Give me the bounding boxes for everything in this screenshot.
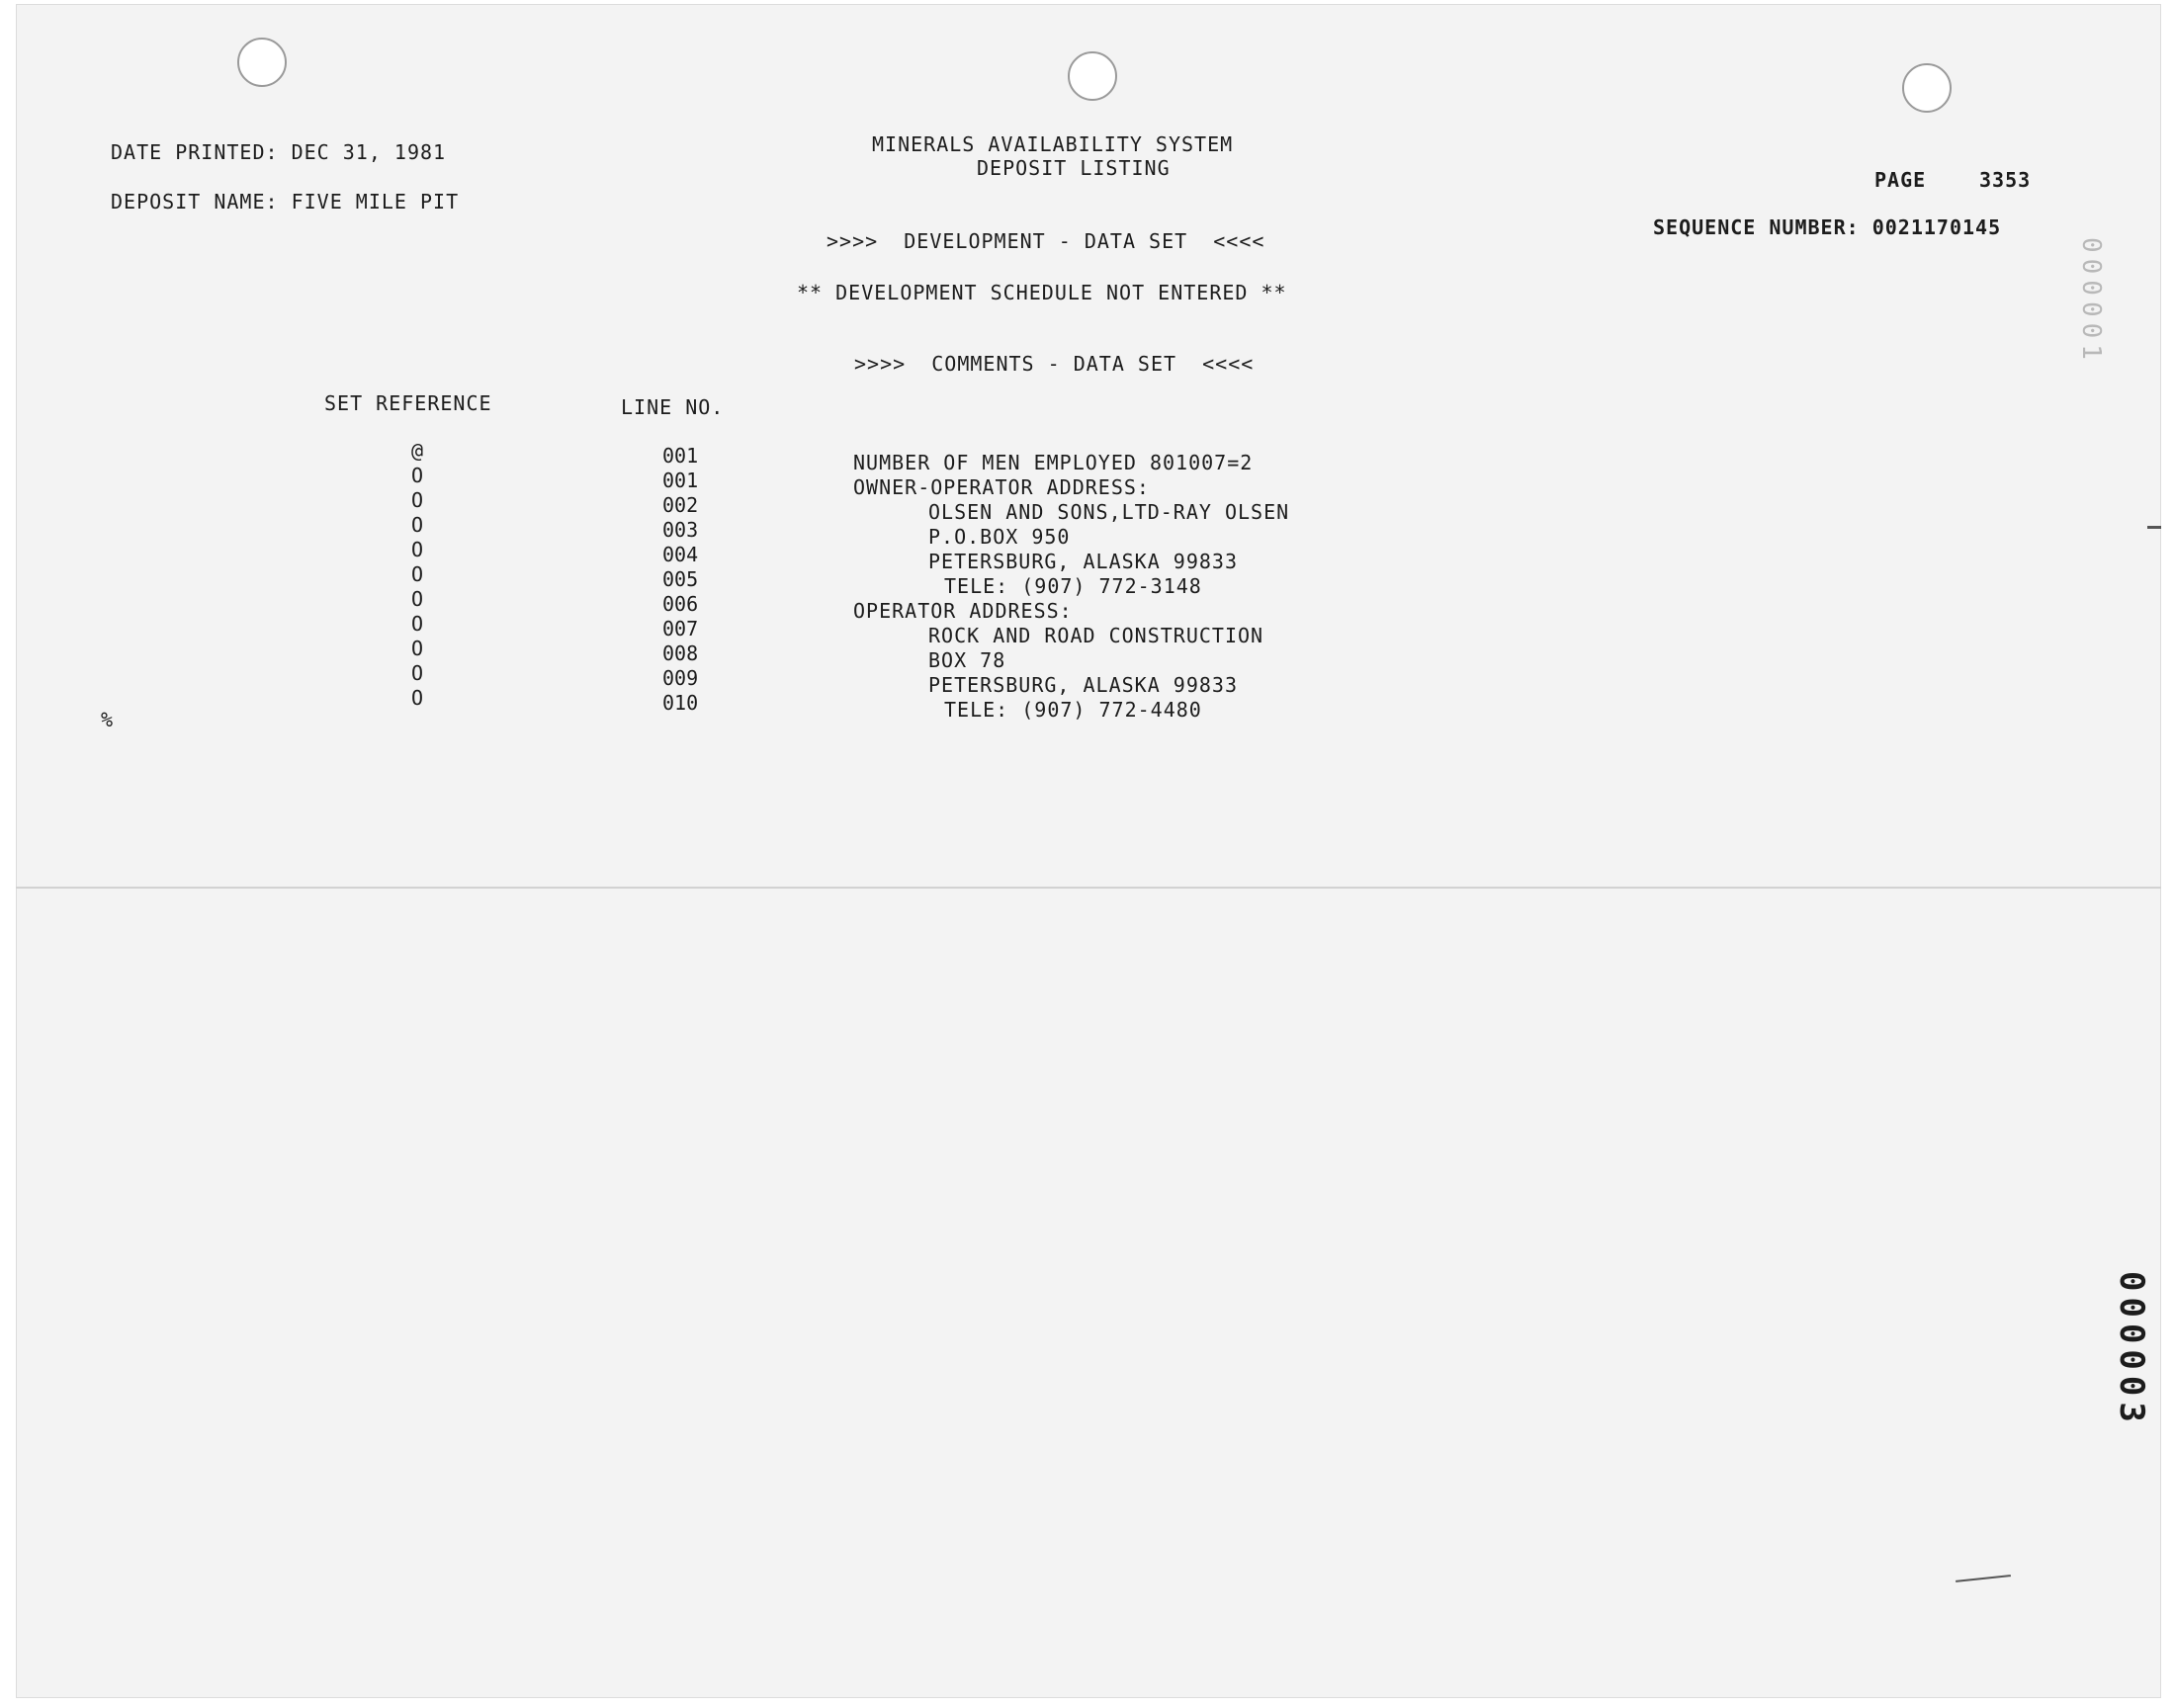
line-number-cell: 006 [662, 592, 699, 616]
development-heading: >>>> DEVELOPMENT - DATA SET <<<< [826, 229, 1265, 253]
set-reference-cell: O [410, 686, 424, 710]
comment-text-column [853, 451, 1289, 723]
column-header-line-no: LINE NO. [621, 395, 725, 419]
pen-mark [1956, 1575, 2011, 1582]
deposit-name: DEPOSIT NAME: FIVE MILE PIT [111, 190, 460, 214]
set-reference-cell: O [410, 587, 424, 611]
comment-line: ROCK AND ROAD CONSTRUCTION [928, 624, 1264, 647]
system-title: MINERALS AVAILABILITY SYSTEM [872, 132, 1234, 156]
percent-mark: % [101, 708, 115, 731]
set-reference-column [397, 439, 437, 711]
column-header-set-reference: SET REFERENCE [324, 391, 492, 415]
document-page [16, 4, 2161, 1698]
line-number-cell: 003 [662, 518, 699, 542]
listing-title: DEPOSIT LISTING [977, 156, 1171, 180]
set-reference-cell: O [410, 562, 424, 586]
comment-line: PETERSBURG, ALASKA 99833 [928, 550, 1238, 573]
edge-tick [2147, 526, 2161, 529]
line-number-cell: 001 [662, 469, 699, 492]
punch-hole-center [1068, 51, 1117, 101]
line-number-cell: 001 [662, 444, 699, 468]
page-fold-line [16, 887, 2161, 889]
punch-hole-left [237, 38, 287, 87]
comments-heading: >>>> COMMENTS - DATA SET <<<< [854, 352, 1255, 376]
comment-line: PETERSBURG, ALASKA 99833 [928, 673, 1238, 697]
comment-line: NUMBER OF MEN EMPLOYED 801007=2 [853, 451, 1254, 474]
sequence-number: SEQUENCE NUMBER: 0021170145 [1653, 215, 2002, 239]
comment-line: BOX 78 [928, 648, 1006, 672]
set-reference-cell: O [410, 513, 424, 537]
set-reference-cell: @ [410, 439, 424, 463]
page-label: PAGE [1874, 168, 1927, 192]
comment-line: OPERATOR ADDRESS: [853, 599, 1073, 623]
line-number-cell: 010 [662, 691, 699, 715]
line-number-cell: 004 [662, 543, 699, 566]
line-number-cell: 009 [662, 666, 699, 690]
edge-stamp-bottom: 000003 [2112, 1271, 2151, 1428]
line-number-column [662, 444, 698, 716]
line-number-cell: 002 [662, 493, 699, 517]
set-reference-cell: O [410, 538, 424, 561]
punch-hole-right [1902, 63, 1952, 113]
comment-line: TELE: (907) 772-3148 [944, 574, 1202, 598]
set-reference-cell: O [410, 464, 424, 487]
comment-line: TELE: (907) 772-4480 [944, 698, 1202, 722]
comment-line: P.O.BOX 950 [928, 525, 1071, 549]
edge-stamp-top: 000001 [2076, 237, 2106, 366]
line-number-cell: 007 [662, 617, 699, 640]
set-reference-cell: O [410, 612, 424, 636]
date-printed: DATE PRINTED: DEC 31, 1981 [111, 140, 447, 164]
development-notice: ** DEVELOPMENT SCHEDULE NOT ENTERED ** [797, 281, 1287, 304]
set-reference-cell: O [410, 488, 424, 512]
page-number: 3353 [1979, 168, 2032, 192]
line-number-cell: 005 [662, 567, 699, 591]
set-reference-cell: O [410, 661, 424, 685]
line-number-cell: 008 [662, 641, 699, 665]
set-reference-cell: O [410, 637, 424, 660]
comment-line: OWNER-OPERATOR ADDRESS: [853, 475, 1150, 499]
comment-line: OLSEN AND SONS,LTD-RAY OLSEN [928, 500, 1290, 524]
